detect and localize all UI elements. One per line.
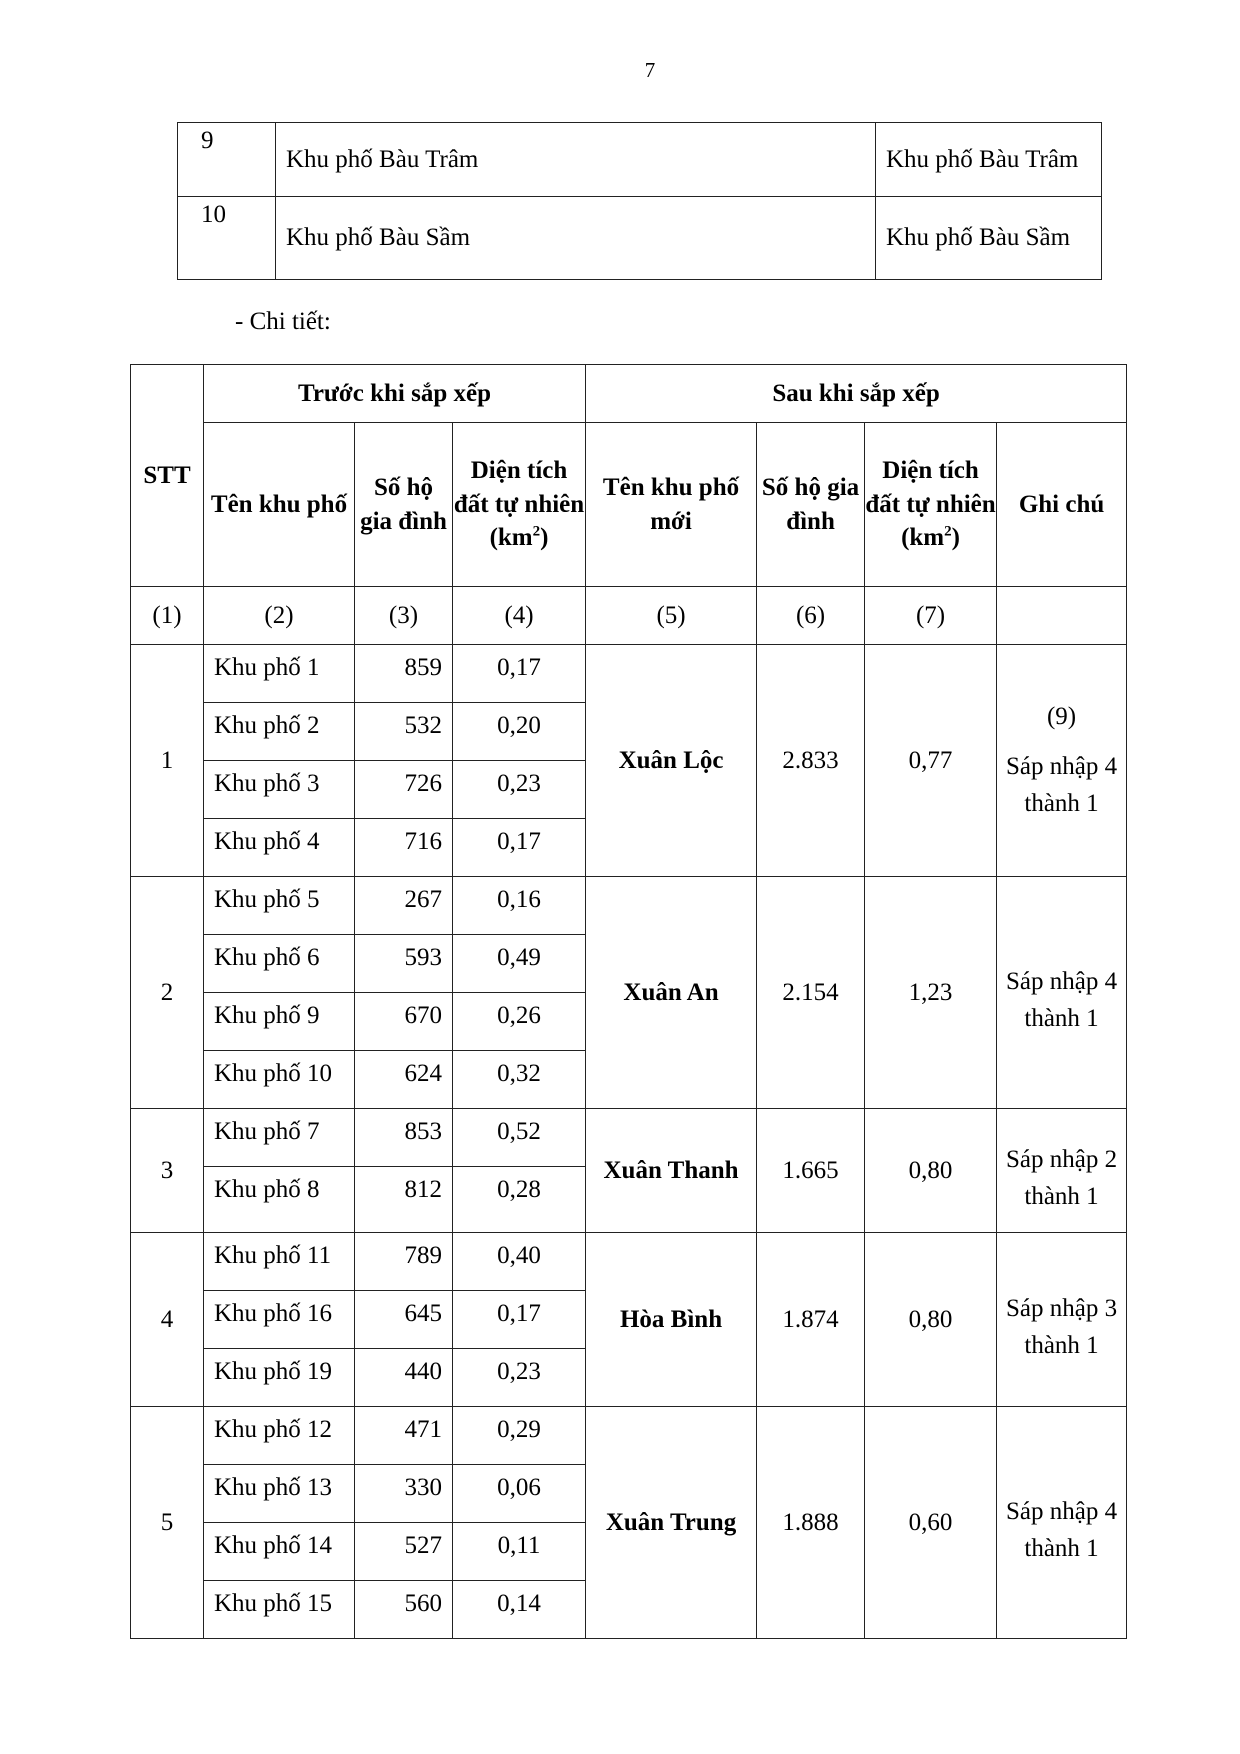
new-area: 0,77 [865,645,997,877]
old-ward-name: Khu phố 8 [204,1167,355,1233]
row-index: 9 [178,123,276,197]
old-ward-name: Khu phố 15 [204,1581,355,1639]
row-index: 10 [178,197,276,280]
table-row [131,1233,1127,1291]
old-area: 0,32 [453,1051,586,1109]
column-number: (5) [586,587,757,645]
new-area: 0,80 [865,1109,997,1233]
new-households: 2.154 [757,877,865,1109]
note-column-index: (9) [1046,703,1077,731]
old-ward-name: Khu phố 14 [204,1523,355,1581]
old-ward-name: Khu phố 2 [204,703,355,761]
new-area: 1,23 [865,877,997,1109]
column-number [997,587,1127,645]
header-area-new: Diện tích đất tự nhiên $(km^2)$ [865,423,997,587]
new-name-cell: Khu phố Bàu Sầm [876,197,1102,280]
old-area: 0,29 [453,1407,586,1465]
old-area: 0,26 [453,993,586,1051]
header-new-name: Tên khu phố mới [586,423,757,587]
old-area: 0,17 [453,645,586,703]
header-households: Số hộ gia đình [355,423,453,587]
note-cell [997,1109,1127,1233]
new-households: 1.888 [757,1407,865,1639]
header-area: Diện tích đất tự nhiên $(km^2)$ [453,423,586,587]
header-households-new: Số hộ gia đình [757,423,865,587]
old-ward-name: Khu phố 7 [204,1109,355,1167]
old-area: 0,06 [453,1465,586,1523]
old-households: 859 [355,645,453,703]
old-ward-name: Khu phố 13 [204,1465,355,1523]
new-area: 0,60 [865,1407,997,1639]
page-number: 7 [644,58,656,82]
new-ward-name: Xuân Thanh [586,1109,757,1233]
continued-table [177,122,1102,280]
old-name-cell: Khu phố Bàu Sầm [276,197,876,280]
old-households: 593 [355,935,453,993]
new-name-cell: Khu phố Bàu Trâm [876,123,1102,197]
new-households: 2.833 [757,645,865,877]
old-area: 0,28 [453,1167,586,1233]
stt-cell: 1 [131,645,204,877]
stt-cell: 5 [131,1407,204,1639]
header-before: Trước khi sắp xếp [204,365,586,423]
table-row [178,123,1102,197]
old-ward-name: Khu phố 6 [204,935,355,993]
old-ward-name: Khu phố 19 [204,1349,355,1407]
old-households: 670 [355,993,453,1051]
new-area: 0,80 [865,1233,997,1407]
table-row [131,877,1127,935]
old-area: 0,20 [453,703,586,761]
column-number: (6) [757,587,865,645]
old-area: 0,23 [453,1349,586,1407]
note-cell [997,877,1127,1109]
old-households: 532 [355,703,453,761]
old-area: 0,23 [453,761,586,819]
column-number: (4) [453,587,586,645]
old-households: 624 [355,1051,453,1109]
header-stt: STT [131,365,204,587]
old-ward-name: Khu phố 9 [204,993,355,1051]
old-area: 0,52 [453,1109,586,1167]
old-households: 716 [355,819,453,877]
new-ward-name: Xuân Lộc [586,645,757,877]
old-ward-name: Khu phố 4 [204,819,355,877]
stt-cell: 4 [131,1233,204,1407]
note-text: Sáp nhập 4 thành 1 [1005,753,1118,817]
old-ward-name: Khu phố 3 [204,761,355,819]
new-households: 1.665 [757,1109,865,1233]
table-row [131,1109,1127,1167]
old-ward-name: Khu phố 16 [204,1291,355,1349]
old-ward-name: Khu phố 10 [204,1051,355,1109]
old-households: 267 [355,877,453,935]
old-area: 0,17 [453,1291,586,1349]
old-area: 0,14 [453,1581,586,1639]
old-area: 0,16 [453,877,586,935]
old-ward-name: Khu phố 11 [204,1233,355,1291]
detail-lead-text: - Chi tiết: [235,308,331,335]
note-text: Sáp nhập 4 thành 1 [1005,968,1118,1032]
header-old-name: Tên khu phố [204,423,355,587]
old-households: 789 [355,1233,453,1291]
note-cell [997,645,1127,877]
column-number: (7) [865,587,997,645]
header-note: Ghi chú [997,423,1127,587]
old-households: 440 [355,1349,453,1407]
table-row [131,645,1127,703]
old-households: 527 [355,1523,453,1581]
new-households: 1.874 [757,1233,865,1407]
old-area: 0,11 [453,1523,586,1581]
old-area: 0,40 [453,1233,586,1291]
stt-cell: 2 [131,877,204,1109]
old-households: 853 [355,1109,453,1167]
note-text: Sáp nhập 3 thành 1 [1005,1295,1118,1359]
column-number: (1) [131,587,204,645]
note-text: Sáp nhập 4 thành 1 [1005,1498,1118,1562]
column-number: (3) [355,587,453,645]
rearrangement-table [130,364,1127,1639]
note-cell [997,1407,1127,1639]
old-households: 812 [355,1167,453,1233]
new-ward-name: Xuân Trung [586,1407,757,1639]
new-ward-name: Hòa Bình [586,1233,757,1407]
note-cell [997,1233,1127,1407]
column-number: (2) [204,587,355,645]
old-households: 726 [355,761,453,819]
old-households: 330 [355,1465,453,1523]
old-households: 471 [355,1407,453,1465]
old-ward-name: Khu phố 12 [204,1407,355,1465]
new-ward-name: Xuân An [586,877,757,1109]
note-text: Sáp nhập 2 thành 1 [1005,1146,1118,1210]
table-row [131,1407,1127,1465]
old-name-cell: Khu phố Bàu Trâm [276,123,876,197]
old-households: 560 [355,1581,453,1639]
old-ward-name: Khu phố 5 [204,877,355,935]
table-row [178,197,1102,280]
old-area: 0,49 [453,935,586,993]
header-after: Sau khi sắp xếp [586,365,1127,423]
old-households: 645 [355,1291,453,1349]
old-area: 0,17 [453,819,586,877]
stt-cell: 3 [131,1109,204,1233]
old-ward-name: Khu phố 1 [204,645,355,703]
